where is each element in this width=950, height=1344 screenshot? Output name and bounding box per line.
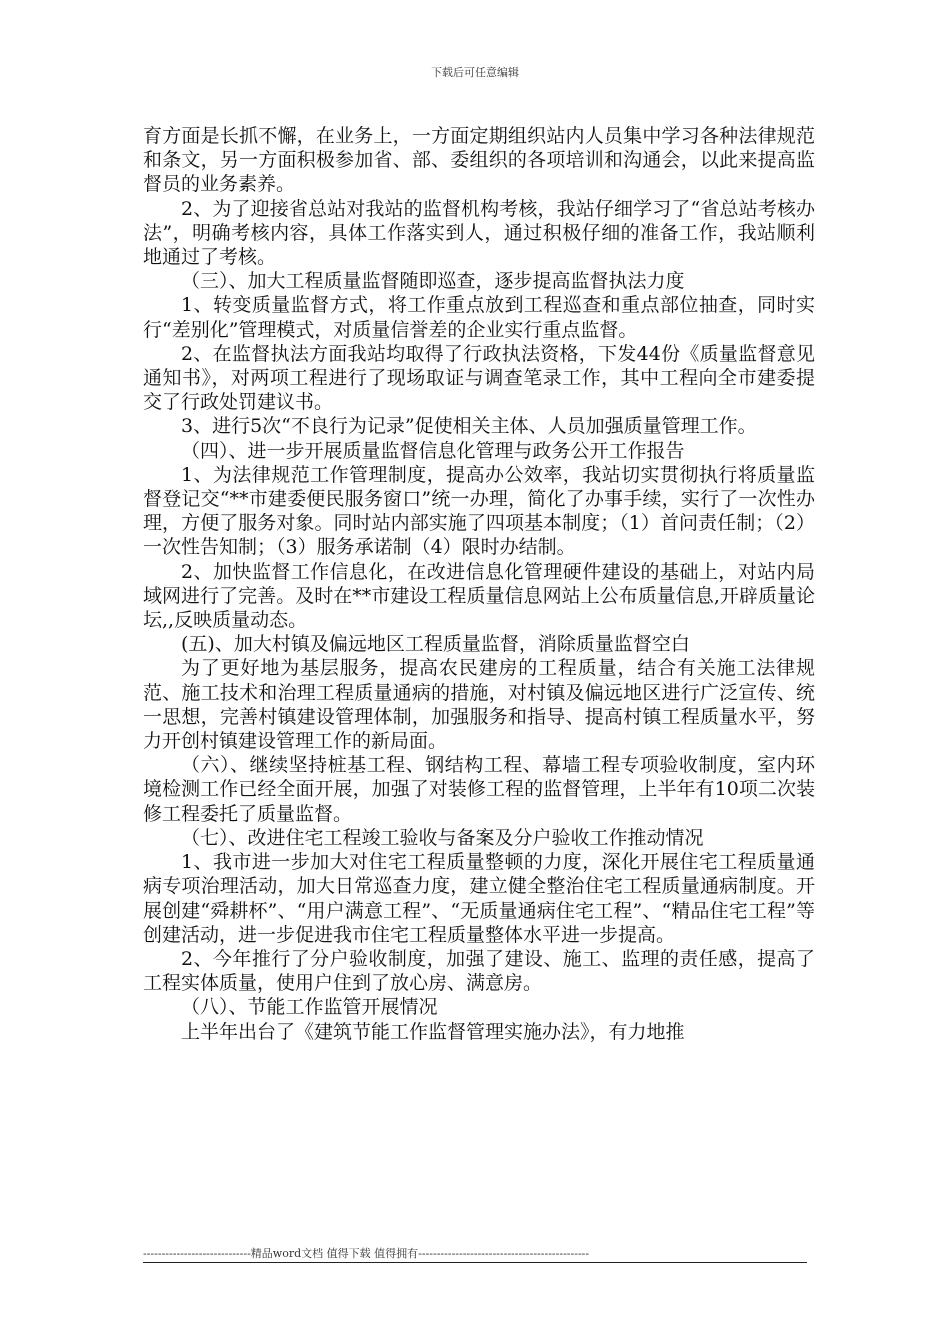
paragraph: 3、进行5次“不良行为记录”促使相关主体、人员加强质量管理工作。 (181, 415, 757, 438)
paragraph: 1、转变质量监督方式，将工作重点放到工程巡查和重点部位抽查，同时实行“差别化”管理模式，对质量信誉差的企业实行重点监督。 (143, 294, 815, 341)
paragraph: 育方面是长抓不懈，在业务上，一方面定期组织站内人员集中学习各种法律规范和条文，另一方面积极参加省、部、委组织的各项培训和沟通会，以此来提高监督员的业务素养。 (143, 125, 815, 196)
paragraph: 1、为法律规范工作管理制度，提高办公效率，我站切实贯彻执行将质量监督登记交“**市建委便民服务窗口”统一办理，简化了办事手续，实行了一次性办理，方便了服务对象。同时站内部实施了四项基本制度；（1）首问责任制；（2）一次性告知制；（3）服务承诺制（4）限时办结制。 (143, 463, 815, 559)
section-heading: (五)、加大村镇及偏远地区工程质量监督，消除质量监督空白 (181, 633, 690, 656)
paragraph: 2、在监督执法方面我站均取得了行政执法资格，下发44份《质量监督意见通知书》，对两项工程进行了现场取证与调查笔录工作，其中工程向全市建委提交了行政处罚建议书。 (143, 342, 815, 414)
paragraph: 1、我市进一步加大对住宅工程质量整顿的力度，深化开展住宅工程质量通病专项治理活动，加大日常巡查力度，建立健全整治住宅工程质量通病制度。开展创建“舜耕杯”、“用户满意工程”、“无质量通病住宅工程”、“精品住宅工程”等创建活动，进一步促进我市住宅工程质量整体水平进一步提高。 (143, 851, 815, 946)
document-body (143, 124, 815, 1044)
footer-rule (143, 1262, 807, 1263)
section-heading: （三）、加大工程质量监督随即巡查，逐步提高监督执法力度 (181, 270, 685, 293)
section-heading: （七）、改进住宅工程竣工验收与备案及分户验收工作推动情况 (181, 826, 704, 849)
paragraph: 2、今年推行了分户验收制度，加强了建设、施工、监理的责任感，提高了工程实体质量，使用户住到了放心房、满意房。 (143, 947, 815, 995)
paragraph: 2、加快监督工作信息化，在改进信息化管理硬件建设的基础上，对站内局域网进行了完善。及时在**市建设工程质量信息网站上公布质量信息,开辟质量论坛,,反映质量动态。 (143, 560, 815, 632)
section-heading: （八）、节能工作监管开展情况 (181, 996, 438, 1019)
paragraph: 上半年出台了《建筑节能工作监督管理实施办法》，有力地推 (181, 1020, 685, 1043)
page-footer: -----------------------------精品word文档 值得下载 值得拥有---------------------------------------------- (143, 1247, 590, 1260)
section-heading: （四）、进一步开展质量监督信息化管理与政务公开工作报告 (181, 439, 685, 462)
section-heading: （六）、继续坚持桩基工程、钢结构工程、幕墙工程专项验收制度，室内环境检测工作已经全面开展，加强了对装修工程的监督管理，上半年有10项二次装修工程委托了质量监督。 (143, 754, 815, 825)
paragraph: 2、为了迎接省总站对我站的监督机构考核，我站仔细学习了“省总站考核办法”，明确考核内容，具体工作落实到人，通过积极仔细的准备工作，我站顺利地通过了考核。 (143, 197, 815, 269)
page-header: 下载后可任意编辑 (431, 66, 519, 79)
paragraph: 为了更好地为基层服务，提高农民建房的工程质量，结合有关施工法律规范、施工技术和治理工程质量通病的措施，对村镇及偏远地区进行广泛宣传、统一思想，完善村镇建设管理体制，加强服务和指导、提高村镇工程质量水平，努力开创村镇建设管理工作的新局面。 (143, 657, 815, 753)
